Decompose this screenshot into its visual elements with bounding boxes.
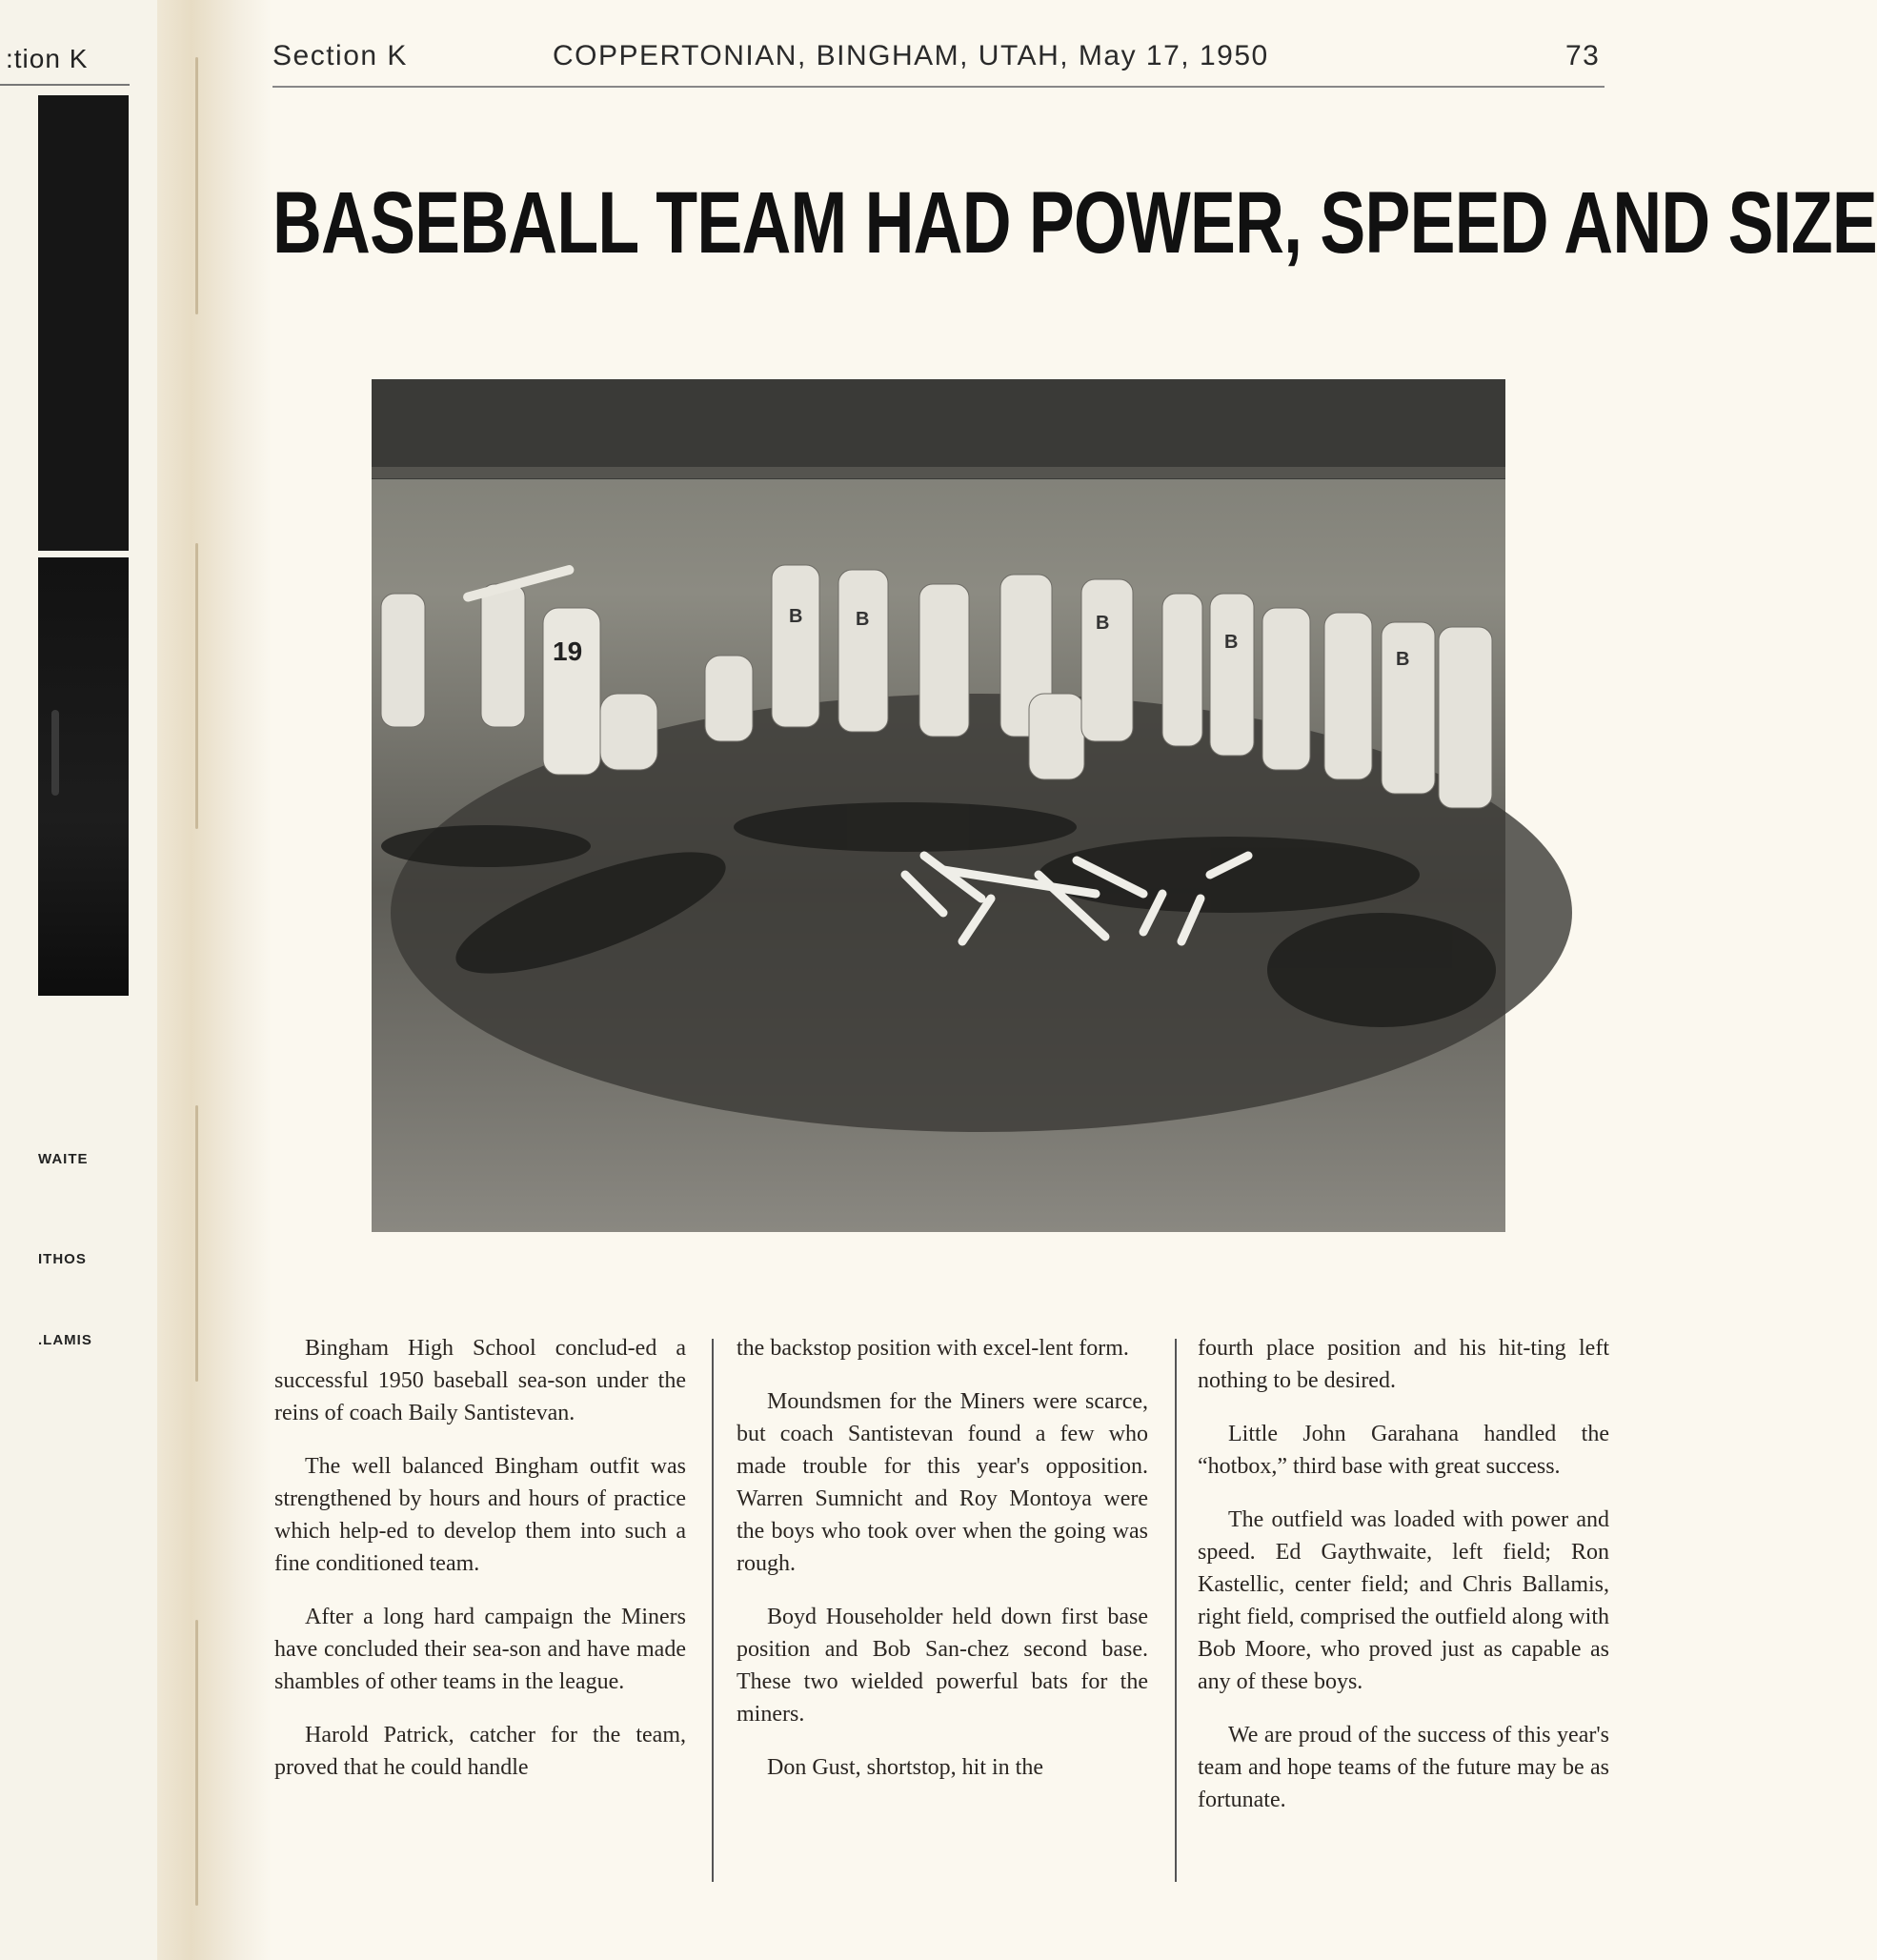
left-page-photo-top	[38, 95, 129, 551]
left-photo-figure	[51, 710, 59, 796]
team-photo	[372, 379, 1505, 1232]
section-label: Section K	[272, 40, 408, 71]
left-caption-1: WAITE	[38, 1151, 89, 1167]
coach-jersey-number: 19	[553, 636, 583, 666]
left-header-rule	[0, 84, 130, 86]
page-number: 73	[1565, 40, 1601, 71]
jersey-letter: B	[1396, 649, 1410, 670]
paragraph: We are proud of the success of this year's team and hope teams of the future may be as fortunate.	[1198, 1723, 1609, 1812]
binding-stitch	[195, 57, 198, 314]
jersey-letter: B	[789, 606, 803, 627]
paragraph: Little John Garahana handled the “hotbox,” third base with great success.	[1198, 1422, 1609, 1479]
jersey-letter: B	[1096, 613, 1110, 634]
left-page-photo-bottom	[38, 557, 129, 996]
article-headline: BASEBALL TEAM HAD POWER, SPEED AND SIZE	[272, 174, 1877, 272]
team-photo-illustration	[372, 379, 1505, 1232]
paragraph: After a long hard campaign the Miners have concluded their sea-son and have made shambles of other teams in the league.	[274, 1605, 686, 1694]
left-caption-3: .LAMIS	[38, 1332, 92, 1348]
binding-stitch	[195, 1620, 198, 1906]
binding-stitch	[195, 1105, 198, 1382]
left-facing-page	[0, 0, 157, 1960]
binding-stitch	[195, 543, 198, 829]
paragraph: The outfield was loaded with power and speed. Ed Gaythwaite, left field; Ron Kastellic, center field; and Chris Ballamis, right field, comprised the outfield along with Bob Moore, who proved just as capable as any of these boys.	[1198, 1507, 1609, 1694]
paragraph: Bingham High School conclud-ed a successful 1950 baseball sea-son under the reins of coach Baily Santistevan.	[274, 1336, 686, 1425]
binding-gutter	[157, 0, 272, 1960]
paragraph: Harold Patrick, catcher for the team, proved that he could handle	[274, 1723, 686, 1780]
paragraph: Don Gust, shortstop, hit in the	[767, 1755, 1044, 1780]
jersey-letter: B	[856, 609, 870, 630]
paragraph: the backstop position with excel-lent form.	[737, 1336, 1129, 1361]
paragraph: The well balanced Bingham outfit was strengthened by hours and hours of practice which help-ed to develop them into such a fine conditioned team.	[274, 1454, 686, 1576]
paragraph: fourth place position and his hit-ting left nothing to be desired.	[1198, 1336, 1609, 1393]
paragraph: Moundsmen for the Miners were scarce, but coach Santistevan found a few who made trouble for this year's opposition. Warren Sumnicht and Roy Montoya were the boys who took over when the going was rough.	[737, 1389, 1148, 1576]
article-column-2	[737, 1332, 1148, 1805]
publication-line: COPPERTONIAN, BINGHAM, UTAH, May 17, 1950	[553, 40, 1269, 71]
left-page-header: :tion K	[6, 44, 89, 73]
column-divider	[1175, 1339, 1177, 1882]
article-column-3	[1198, 1332, 1609, 1837]
column-divider	[712, 1339, 714, 1882]
paragraph: Boyd Householder held down first base position and Bob San-chez second base. These two wielded powerful bats for the miners.	[737, 1605, 1148, 1727]
jersey-letter: B	[1224, 632, 1239, 653]
article-column-1	[274, 1332, 686, 1805]
header-rule	[272, 86, 1605, 88]
left-caption-2: ITHOS	[38, 1251, 87, 1267]
